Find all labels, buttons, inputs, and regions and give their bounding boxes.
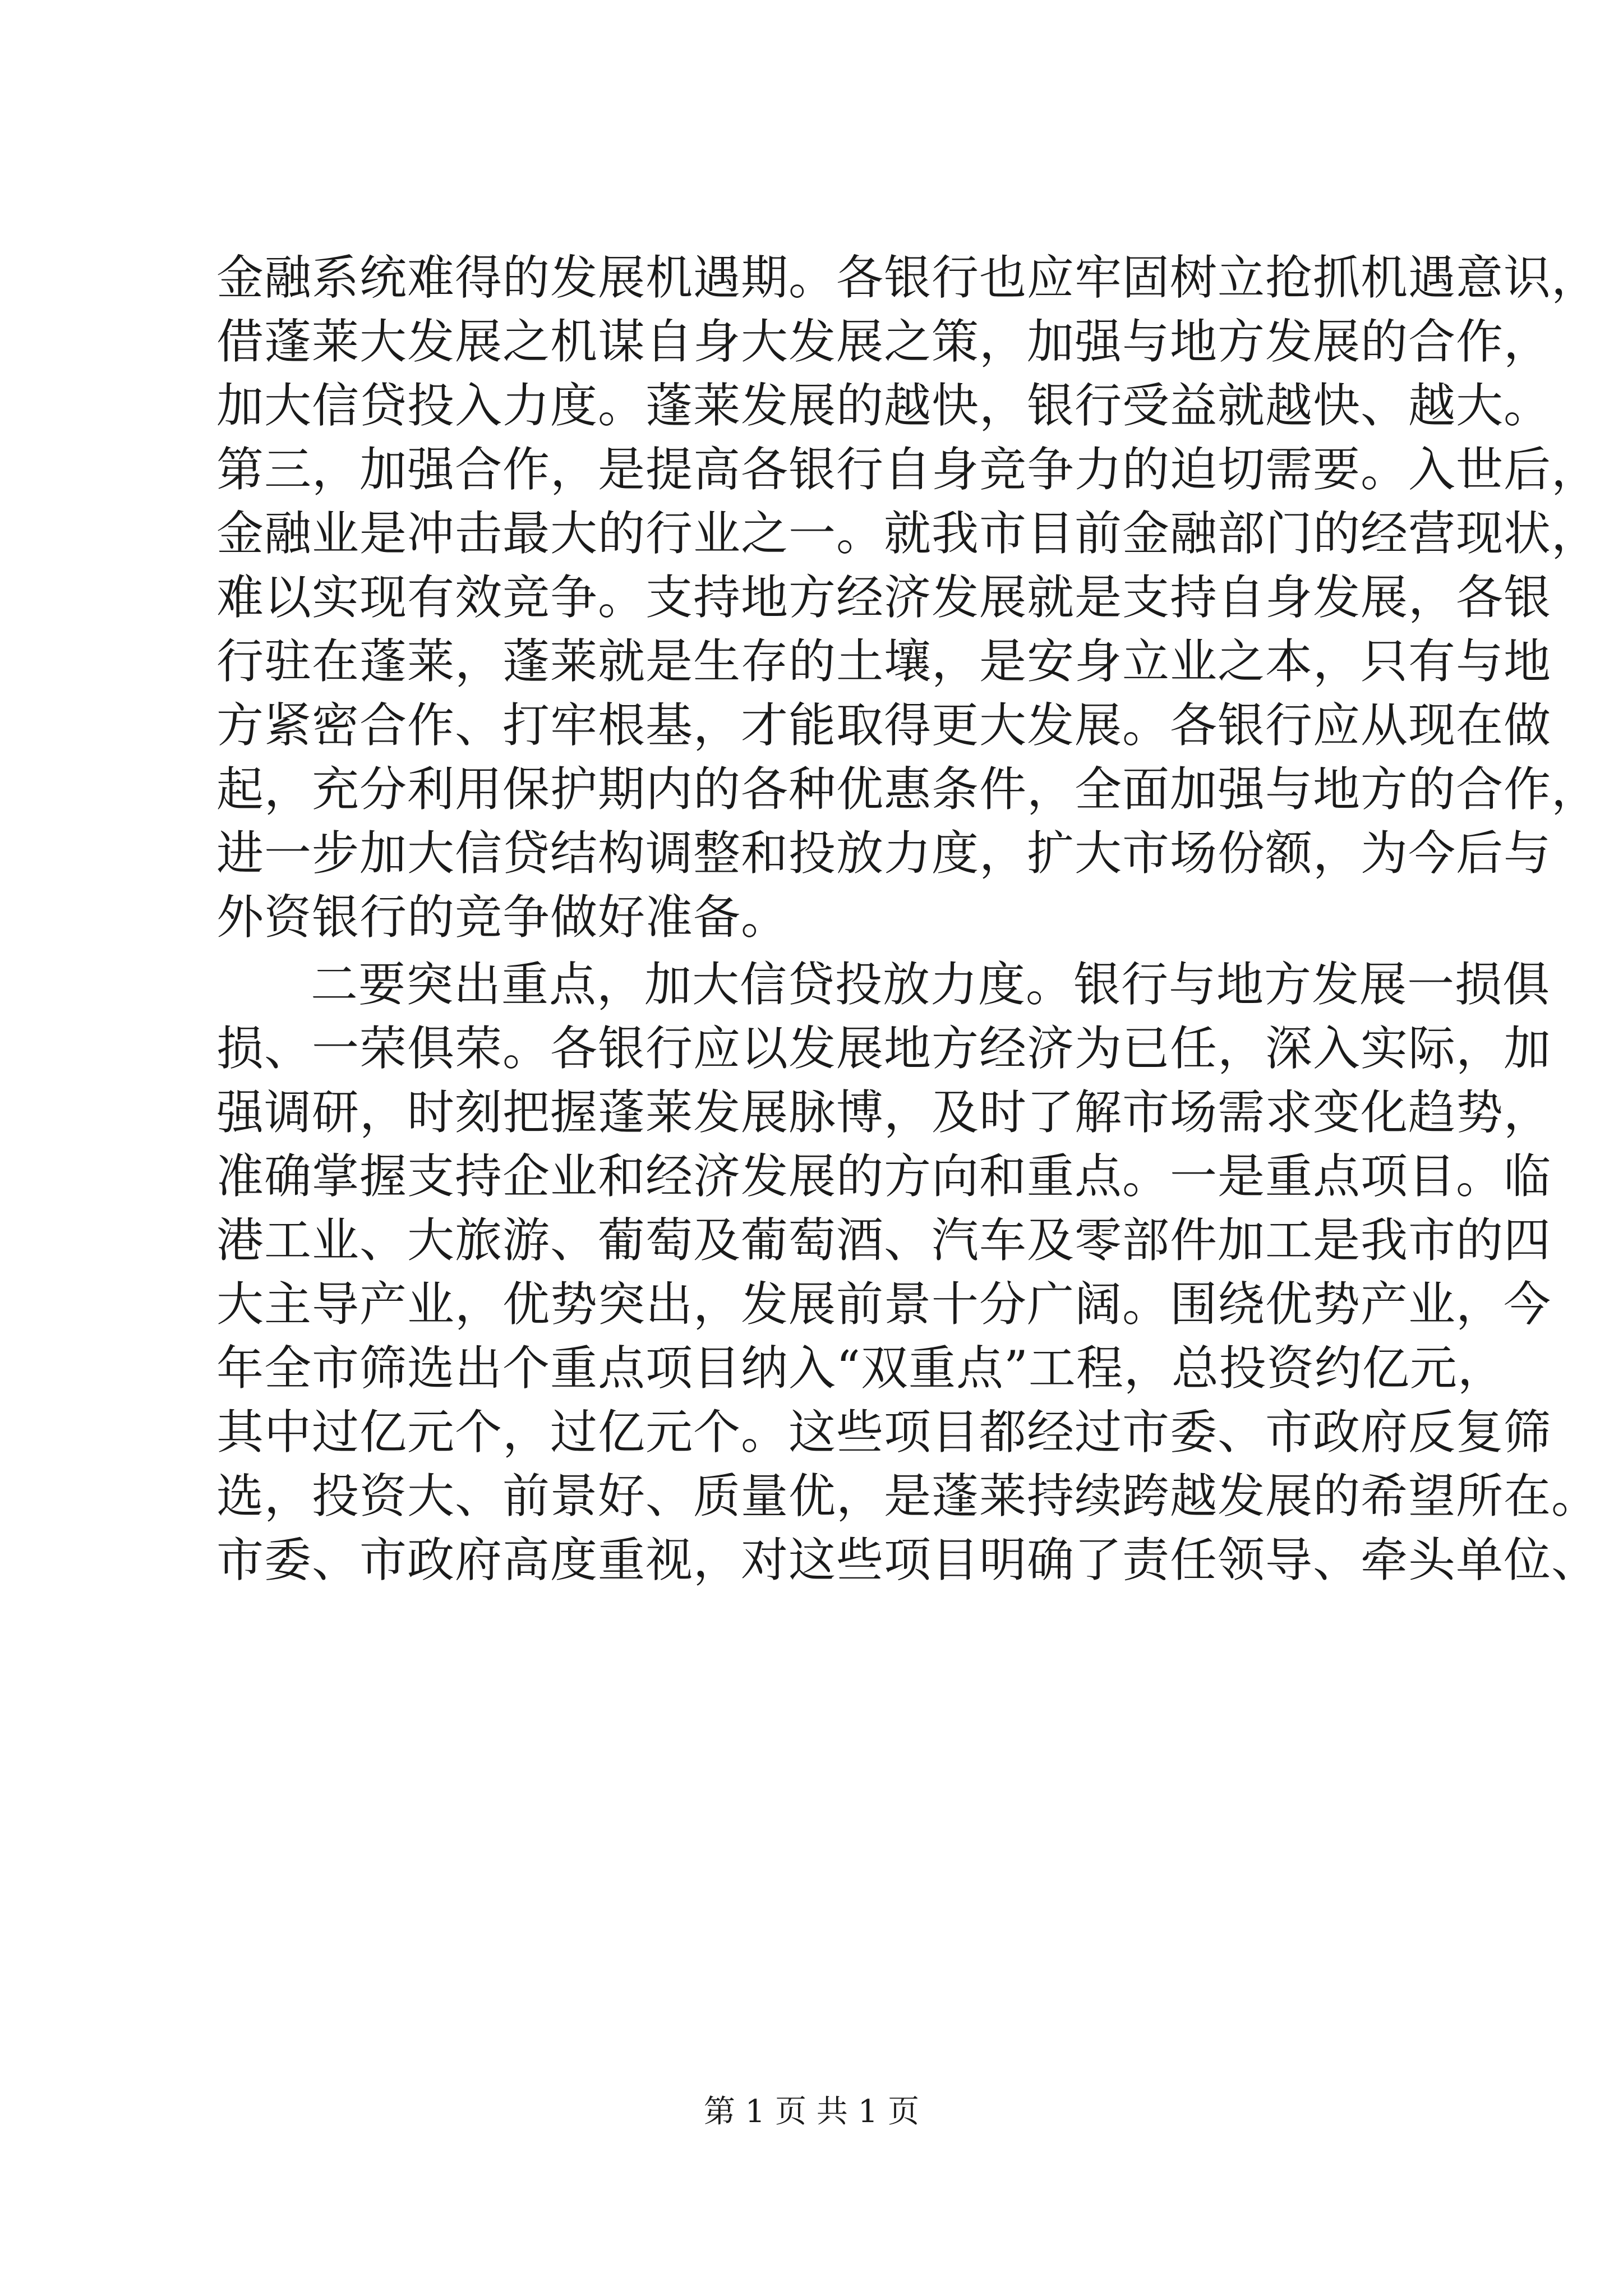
text-line: 损、一荣俱荣。各银行应以发展地方经济为已任，深入实际，加 xyxy=(216,1021,1552,1076)
page-number-footer: 第 1 页 共 1 页 xyxy=(703,2093,920,2130)
text-line: 借蓬莱大发展之机谋自身大发展之策，加强与地方发展的合作， xyxy=(216,314,1552,369)
text-line: 难以实现有效竞争。支持地方经济发展就是支持自身发展，各银 xyxy=(216,570,1552,625)
text-line: 外资银行的竞争做好准备。 xyxy=(216,890,789,945)
text-line: 大主导产业，优势突出，发展前景十分广阔。围绕优势产业，今 xyxy=(216,1277,1552,1332)
text-line: 准确掌握支持企业和经济发展的方向和重点。一是重点项目。临 xyxy=(216,1149,1552,1204)
text-line: 第三，加强合作，是提高各银行自身竞争力的迫切需要。入世后， xyxy=(216,442,1599,497)
text-line: 年全市筛选出个重点项目纳入“双重点”工程，总投资约亿元， xyxy=(216,1341,1505,1396)
text-line: 选，投资大、前景好、质量优，是蓬莱持续跨越发展的希望所在。 xyxy=(216,1469,1599,1524)
document-body xyxy=(216,246,1599,1592)
text-line: 强调研，时刻把握蓬莱发展脉博，及时了解市场需求变化趋势， xyxy=(216,1085,1552,1140)
text-line: 市委、市政府高度重视，对这些项目明确了责任领导、牵头单位、 xyxy=(216,1533,1599,1588)
text-line: 金融系统难得的发展机遇期。各银行也应牢固树立抢抓机遇意识， xyxy=(216,250,1599,305)
text-line: 加大信贷投入力度。蓬莱发展的越快，银行受益就越快、越大。 xyxy=(216,378,1552,433)
paragraph-start-line: 二要突出重点，加大信贷投放力度。银行与地方发展一损俱 xyxy=(311,957,1551,1012)
text-line: 港工业、大旅游、葡萄及葡萄酒、汽车及零部件加工是我市的四 xyxy=(216,1213,1552,1268)
text-line: 进一步加大信贷结构调整和投放力度，扩大市场份额，为今后与 xyxy=(216,826,1552,881)
text-line: 行驻在蓬莱，蓬莱就是生存的土壤，是安身立业之本，只有与地 xyxy=(216,634,1552,689)
text-line: 方紧密合作、打牢根基，才能取得更大发展。各银行应从现在做 xyxy=(216,698,1552,753)
text-line: 起，充分利用保护期内的各种优惠条件，全面加强与地方的合作， xyxy=(216,762,1599,817)
text-line: 其中过亿元个，过亿元个。这些项目都经过市委、市政府反复筛 xyxy=(216,1405,1552,1460)
text-line: 金融业是冲击最大的行业之一。就我市目前金融部门的经营现状， xyxy=(216,506,1599,561)
